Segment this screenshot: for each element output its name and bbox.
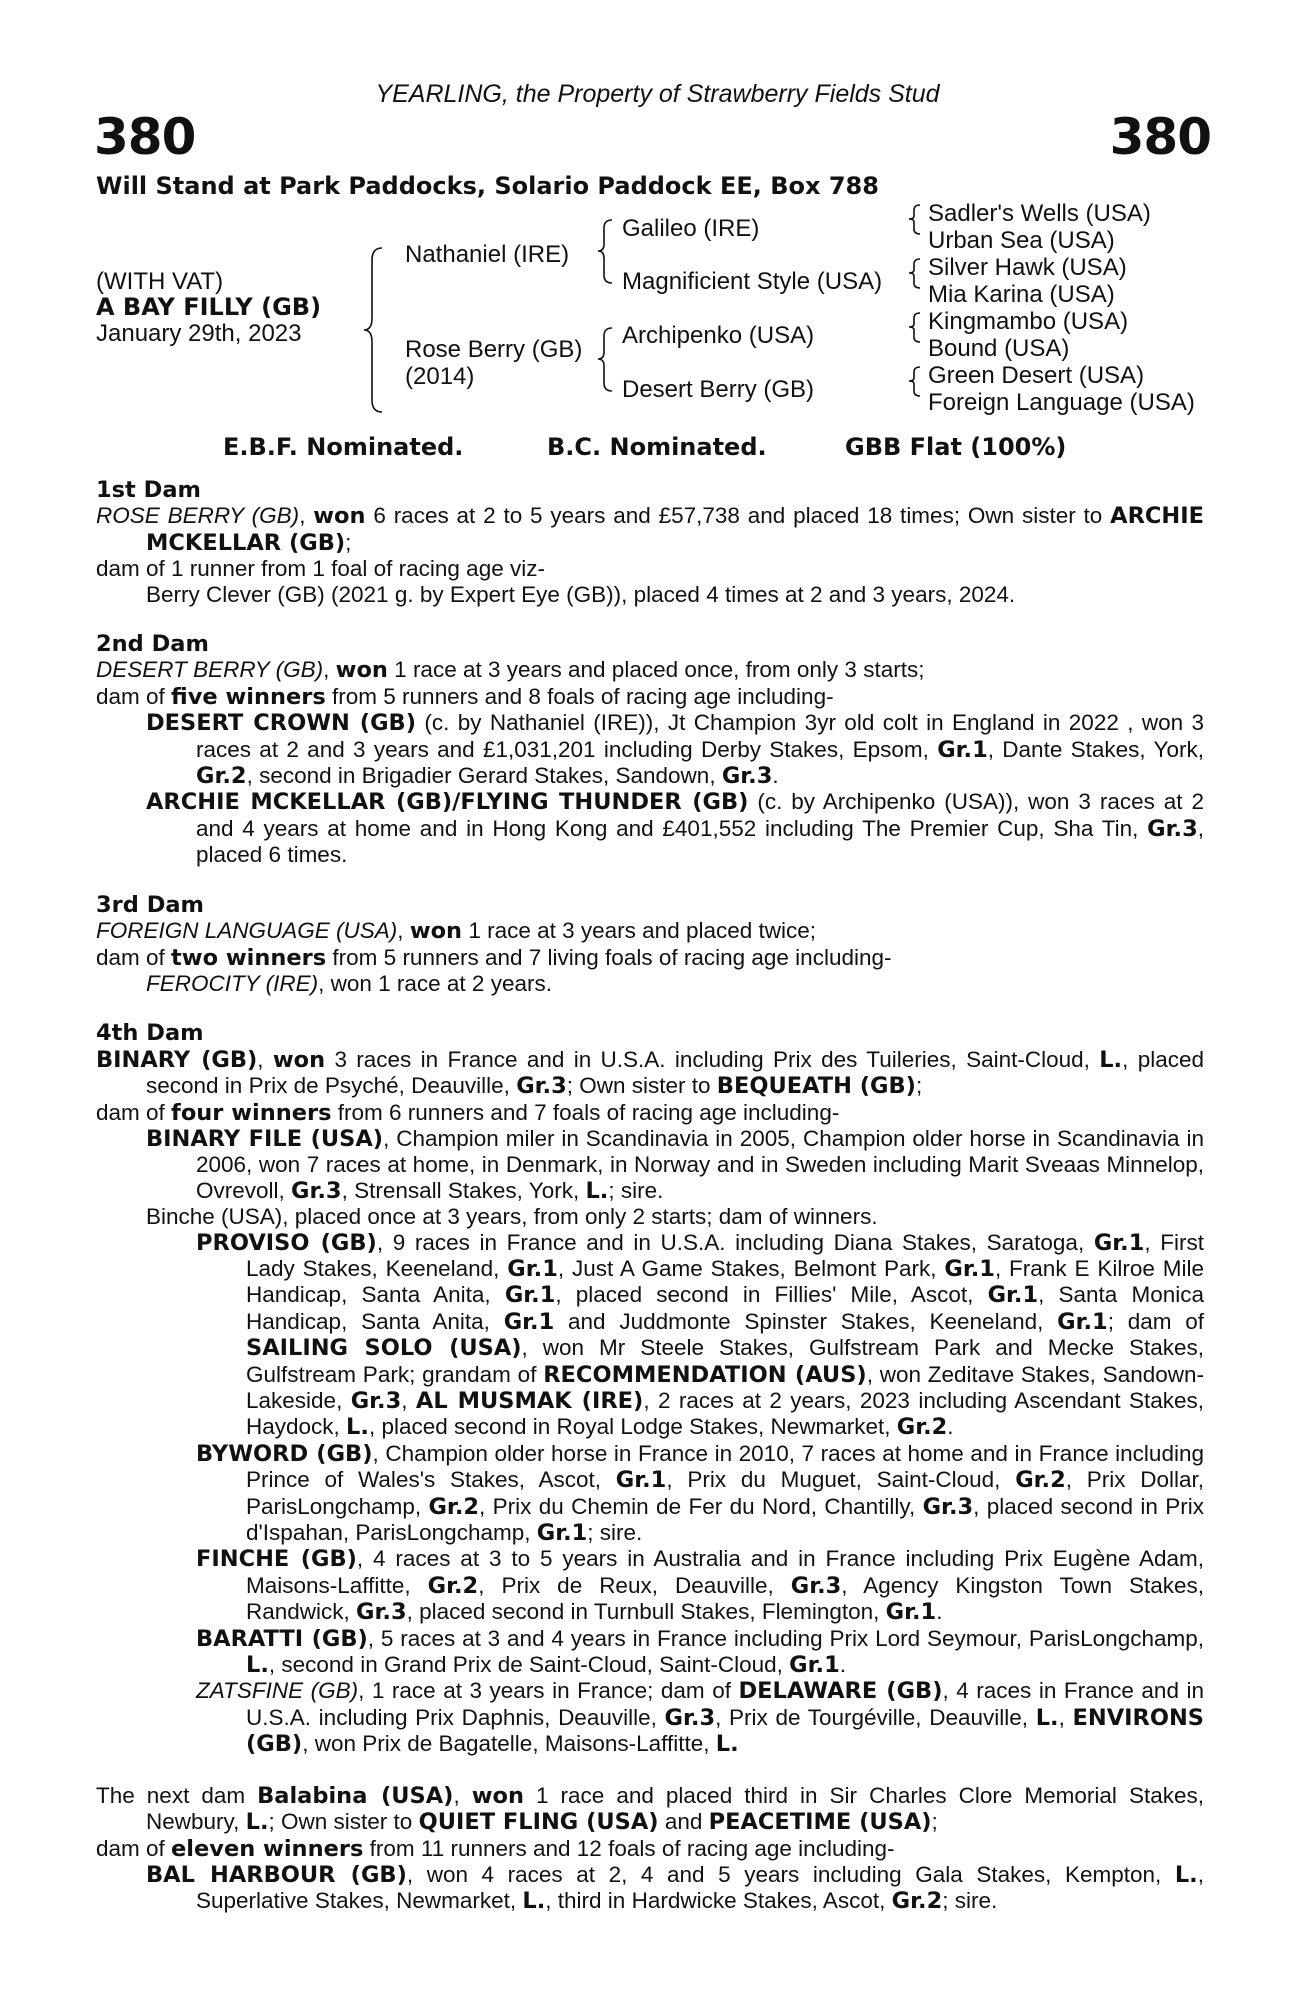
gbb-nomination: GBB Flat (100%) <box>845 433 1067 461</box>
fourth-dam-name: BINARY (GB) <box>96 1046 258 1073</box>
lot-number-right: 380 <box>1109 108 1211 166</box>
pedigree-dam-year: (2014) <box>405 363 475 390</box>
fourth-dam-heading: 4th Dam <box>96 1020 204 1047</box>
pedigree-ddd: Foreign Language (USA) <box>928 389 1195 416</box>
third-dam-record: FOREIGN LANGUAGE (USA), won 1 race at 3 years and placed twice; <box>96 918 817 945</box>
horse-name: A BAY FILLY (GB) <box>96 293 322 321</box>
next-dam-produce-summary: dam of eleven winners from 11 runners and 12 foals of racing age including- <box>96 1835 895 1862</box>
pedigree-sire: Nathaniel (IRE) <box>405 241 570 268</box>
brace-gen3-1 <box>909 205 920 234</box>
pedigree-sss: Sadler's Wells (USA) <box>928 200 1151 227</box>
third-dam-heading: 3rd Dam <box>96 891 204 918</box>
pedigree-dam-sire: Archipenko (USA) <box>622 322 815 349</box>
binche-produce-baratti: BARATTI (GB), 5 races at 3 and 4 years in France including Prix Lord Seymour, ParisLongchamp, L., second in Grand Prix de Saint-Cloud, Saint-Cloud, Gr.1. <box>196 1625 1204 1679</box>
third-dam-produce-1: FEROCITY (IRE), won 1 race at 2 years. <box>146 970 552 996</box>
pedigree-dsd: Bound (USA) <box>928 335 1070 362</box>
next-dam-record: The next dam Balabina (USA), won 1 race and placed third in Sir Charles Clore Memorial Stakes, Newbury, L.; Own sister to QUIET FLING (USA) and PEACETIME (USA); <box>96 1782 1204 1836</box>
second-dam-heading: 2nd Dam <box>96 631 209 658</box>
first-dam-runner: Berry Clever (GB) (2021 g. by Expert Eye (GB)), placed 4 times at 2 and 3 years, 2024. <box>146 581 1016 607</box>
second-dam-produce-1: DESERT CROWN (GB) (c. by Nathaniel (IRE)), Jt Champion 3yr old colt in England in 2022 , won 3 races at 2 and 3 years and £1,031,201 including Derby Stakes, Epsom, Gr.1, Dante Stakes, York, Gr.2, second in Brigadier Gerard Stakes, Sandown, Gr.3. <box>146 710 1204 790</box>
brace-gen3-3 <box>909 313 920 342</box>
first-dam-name: ROSE BERRY (GB) <box>96 503 300 529</box>
second-dam-produce-2: ARCHIE MCKELLAR (GB)/FLYING THUNDER (GB) (c. by Archipenko (USA)), won 3 races at 2 and 4 years at home and in Hong Kong and £401,552 including The Premier Cup, Sha Tin, Gr.3, placed 6 times. <box>146 789 1204 868</box>
pedigree-sdd: Mia Karina (USA) <box>928 281 1115 308</box>
pedigree-dds: Green Desert (USA) <box>928 362 1145 389</box>
second-dam-produce-summary: dam of five winners from 5 runners and 8 foals of racing age including- <box>96 683 834 710</box>
brace-dam <box>598 328 612 391</box>
third-dam-name: FOREIGN LANGUAGE (USA) <box>96 918 398 944</box>
binche-produce-byword: BYWORD (GB), Champion older horse in France in 2010, 7 races at home and in France including Prince of Wales's Stakes, Ascot, Gr.1, Prix du Muguet, Saint-Cloud, Gr.2, Prix Dollar, ParisLongchamp, Gr.2, Prix du Chemin de Fer du Nord, Chantilly, Gr.3, placed second in Prix d'Ispahan, ParisLongchamp, Gr.1; sire. <box>196 1440 1205 1547</box>
fourth-dam-produce-summary: dam of four winners from 6 runners and 7 foals of racing age including- <box>96 1099 840 1126</box>
next-dam-name: Balabina (USA) <box>257 1782 454 1809</box>
bc-nomination: B.C. Nominated. <box>547 433 767 461</box>
second-dam-name: DESERT BERRY (GB) <box>96 657 324 683</box>
pedigree-ssd: Urban Sea (USA) <box>928 227 1115 254</box>
fourth-dam-produce-binary-file: BINARY FILE (USA), Champion miler in Scandinavia in 2005, Champion older horse in Scandinavia in 2006, won 7 races at home, in Denmark, in Norway and in Sweden including Marit Sveaas Minnelop, Ovrevoll, Gr.3, Strensall Stakes, York, L.; sire. <box>146 1125 1204 1204</box>
foaling-date: January 29th, 2023 <box>96 320 302 347</box>
fourth-dam-record: BINARY (GB), won 3 races in France and in U.S.A. including Prix des Tuileries, Saint-Cloud, L., placed second in Prix de Psyché, Deauville, Gr.3; Own sister to BEQUEATH (GB); <box>96 1046 1204 1100</box>
binche-produce-proviso: PROVISO (GB), 9 races in France and in U.S.A. including Diana Stakes, Saratoga, Gr.1, First Lady Stakes, Keeneland, Gr.1, Just A Game Stakes, Belmont Park, Gr.1, Frank E Kilroe Mile Handicap, Santa Anita, Gr.1, placed second in Fillies' Mile, Ascot, Gr.1, Santa Monica Handicap, Santa Anita, Gr.1 and Juddmonte Spinster Stakes, Keeneland, Gr.1; dam of SAILING SOLO (USA), won Mr Steele Stakes, Gulfstream Park and Mecke Stakes, Gulfstream Park; grandam of RECOMMENDATION (AUS), won Zeditave Stakes, Sandown-Lakeside, Gr.3, AL MUSMAK (IRE), 2 races at 2 years, 2023 including Ascendant Stakes, Haydock, L., placed second in Royal Lodge Stakes, Newmarket, Gr.2. <box>196 1229 1204 1441</box>
pedigree-sds: Silver Hawk (USA) <box>928 254 1127 281</box>
vat-note: (WITH VAT) <box>96 268 224 295</box>
catalogue-subtitle: YEARLING, the Property of Strawberry Fields Stud <box>375 80 940 108</box>
ebf-nomination: E.B.F. Nominated. <box>223 433 464 461</box>
pedigree-sire-sire: Galileo (IRE) <box>622 215 760 242</box>
next-dam-produce-bal-harbour: BAL HARBOUR (GB), won 4 races at 2, 4 and 5 years including Gala Stakes, Kempton, L., Superlative Stakes, Newmarket, L., third in Hardwicke Stakes, Ascot, Gr.2; sire. <box>146 1861 1204 1915</box>
first-dam-sister: ARCHIE MCKELLAR (GB) <box>146 503 1204 556</box>
stand-location: Will Stand at Park Paddocks, Solario Paddock EE, Box 788 <box>96 172 879 200</box>
pedigree-sire-dam: Magnificient Style (USA) <box>622 268 883 295</box>
second-dam-record: DESERT BERRY (GB), won 1 race at 3 years and placed once, from only 3 starts; <box>96 657 925 684</box>
brace-gen3-4 <box>909 367 920 396</box>
fourth-dam-produce-binche: Binche (USA), placed once at 3 years, from only 2 starts; dam of winners. <box>146 1204 878 1230</box>
lot-number-left: 380 <box>94 108 196 166</box>
pedigree-dam-dam: Desert Berry (GB) <box>622 376 815 403</box>
brace-gen1 <box>364 248 382 412</box>
binche-produce-zatsfine: ZATSFINE (GB), 1 race at 3 years in France; dam of DELAWARE (GB), 4 races in France and in U.S.A. including Prix Daphnis, Deauville, Gr.3, Prix de Tourgéville, Deauville, L., ENVIRONS (GB), won Prix de Bagatelle, Maisons-Laffitte, L. <box>196 1678 1204 1758</box>
dam-produce-record <box>96 478 1204 1915</box>
brace-sire <box>598 220 612 283</box>
pedigree-dss: Kingmambo (USA) <box>928 308 1129 335</box>
first-dam-produce-summary: dam of 1 runner from 1 foal of racing age viz- <box>96 556 545 582</box>
first-dam-heading: 1st Dam <box>96 477 201 503</box>
third-dam-produce-summary: dam of two winners from 5 runners and 7 living foals of racing age including- <box>96 944 892 971</box>
pedigree-dam: Rose Berry (GB) <box>405 336 583 363</box>
binche-produce-finche: FINCHE (GB), 4 races at 3 to 5 years in Australia and in France including Prix Eugène Adam, Maisons-Laffitte, Gr.2, Prix de Reux, Deauville, Gr.3, Agency Kingston Town Stakes, Randwick, Gr.3, placed second in Turnbull Stakes, Flemington, Gr.1. <box>196 1546 1204 1626</box>
brace-gen3-2 <box>909 259 920 288</box>
first-dam-record: ROSE BERRY (GB), won 6 races at 2 to 5 years and £57,738 and placed 18 times; Own sister to ARCHIE MCKELLAR (GB); <box>96 503 1204 556</box>
